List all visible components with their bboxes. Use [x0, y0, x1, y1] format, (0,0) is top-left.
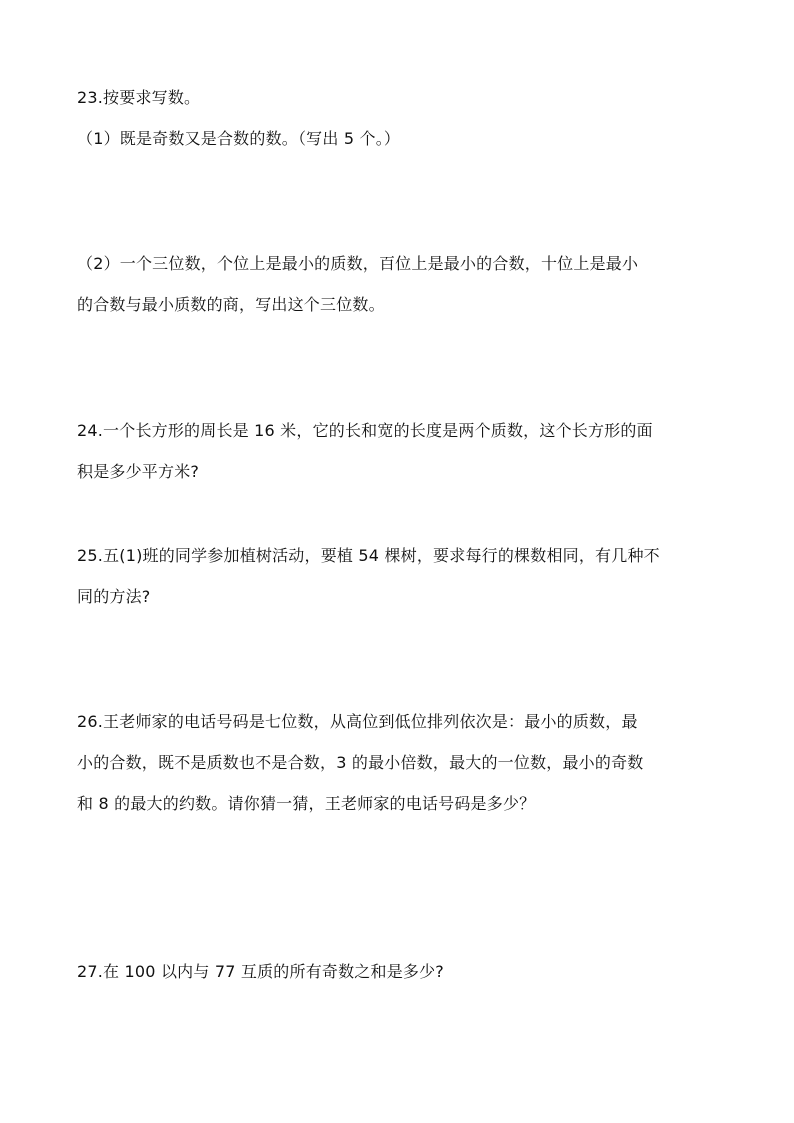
question-25-line-1: 25.五(1)班的同学参加植树活动，要植 54 棵树，要求每行的棵数相同，有几种不 [77, 546, 660, 565]
question-24-line-2: 积是多少平方米? [77, 462, 200, 481]
question-26-line-2: 小的合数，既不是质数也不是合数，3 的最小倍数，最大的一位数，最小的奇数 [77, 753, 644, 772]
question-26-line-3: 和 8 的最大的约数。请你猜一猜，王老师家的电话号码是多少？ [77, 794, 536, 813]
question-24-line-1: 24.一个长方形的周长是 16 米，它的长和宽的长度是两个质数，这个长方形的面 [77, 421, 653, 440]
question-23-part-2-line-2: 的合数与最小质数的商，写出这个三位数。 [77, 295, 385, 314]
question-23-part-2-line-1: （2）一个三位数，个位上是最小的质数，百位上是最小的合数，十位上是最小 [77, 254, 639, 273]
question-23-title: 23.按要求写数。 [77, 88, 201, 107]
question-26-line-1: 26.王老师家的电话号码是七位数，从高位到低位排列依次是：最小的质数，最 [77, 712, 638, 731]
question-25-line-2: 同的方法? [77, 587, 151, 606]
question-23-part-1: （1）既是奇数又是合数的数。（写出 5 个。） [77, 129, 401, 148]
question-27-line-1: 27.在 100 以内与 77 互质的所有奇数之和是多少? [77, 962, 444, 981]
